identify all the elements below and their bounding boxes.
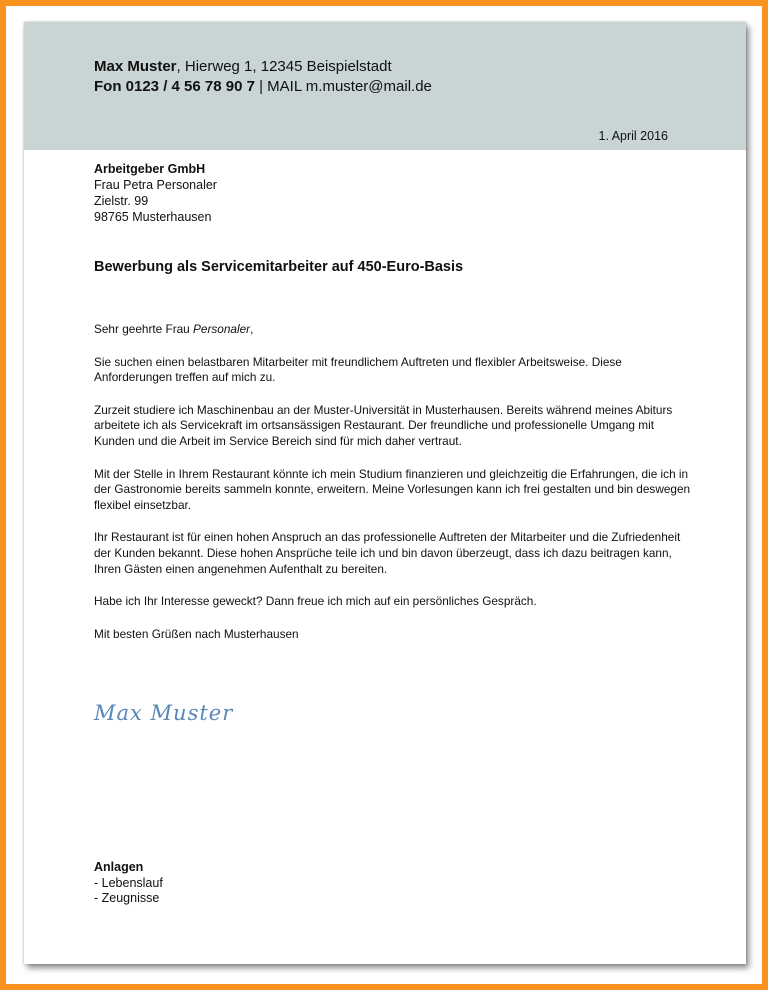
signature: Max Muster — [94, 701, 234, 725]
letter-header — [24, 22, 746, 150]
paragraph: Sie suchen einen belastbaren Mitarbeiter mit freundlichem Auftreten und flexibler Arbeitsweise. Diese Anforderungen treffen auf mich zu. — [94, 354, 622, 385]
attachment-item: - Lebenslauf — [94, 875, 163, 890]
recipient-company: Arbeitgeber GmbH — [94, 162, 206, 176]
salutation-name: Personaler — [193, 322, 251, 336]
sender-street: , Hierweg 1, 12345 Beispielstadt — [176, 58, 392, 75]
sender-mail: | MAIL m.muster@mail.de — [254, 78, 432, 95]
salutation-suffix: , — [250, 322, 254, 336]
letter-date: 1. April 2016 — [598, 129, 668, 143]
letter-subject: Bewerbung als Servicemitarbeiter auf 450-Euro-Basis — [94, 259, 464, 275]
attachments — [94, 860, 163, 907]
attachments-title: Anlagen — [94, 860, 144, 874]
closing: Mit besten Grüßen nach Musterhausen — [94, 626, 299, 641]
sender-contact — [94, 78, 432, 95]
paragraph: Habe ich Ihr Interesse geweckt? Dann freue ich mich auf ein persönliches Gespräch. — [94, 594, 537, 609]
letter-page — [24, 22, 746, 964]
recipient-city: 98765 Musterhausen — [94, 210, 212, 224]
letter-body — [94, 322, 694, 659]
recipient-street: Zielstr. 99 — [94, 194, 149, 208]
sender-name: Max Muster — [94, 58, 177, 75]
paragraph: Ihr Restaurant ist für einen hohen Anspruch an das professionelle Auftreten der Mitarbeiter und die Zufriedenheit der Kunden bekannt. Diese hohen Ansprüche teile ich und bin davon überzeugt, dass ich dazu beitragen kann, Ihren Gästen einen angenehmen Aufenthalt zu bereiten. — [94, 530, 681, 576]
salutation-prefix: Sehr geehrte Frau — [94, 322, 194, 336]
paragraph: Mit der Stelle in Ihrem Restaurant könnte ich mein Studium finanzieren und gleichzeitig die Erfahrungen, die ich in der Gastronomie bereits sammeln konnte, erweitern. Meine Vorlesungen kann ich frei gestalten und bin deswegen flexibel einsetzbar. — [94, 466, 691, 512]
sender-phone: Fon 0123 / 4 56 78 90 7 — [94, 78, 255, 95]
paragraph: Zurzeit studiere ich Maschinenbau an der Muster-Universität in Musterhausen. Bereits während meines Abiturs arbeitete ich als Servicekraft im ortsansässigen Restaurant. Der freundliche und professionelle Umgang mit Kunden und die Arbeit im Service Bereich sind für mich daher vertraut. — [94, 402, 673, 448]
attachment-item: - Zeugnisse — [94, 891, 160, 905]
sender-address — [94, 58, 392, 75]
recipient-contact: Frau Petra Personaler — [94, 178, 217, 192]
recipient-block — [94, 161, 217, 225]
salutation — [94, 322, 694, 338]
